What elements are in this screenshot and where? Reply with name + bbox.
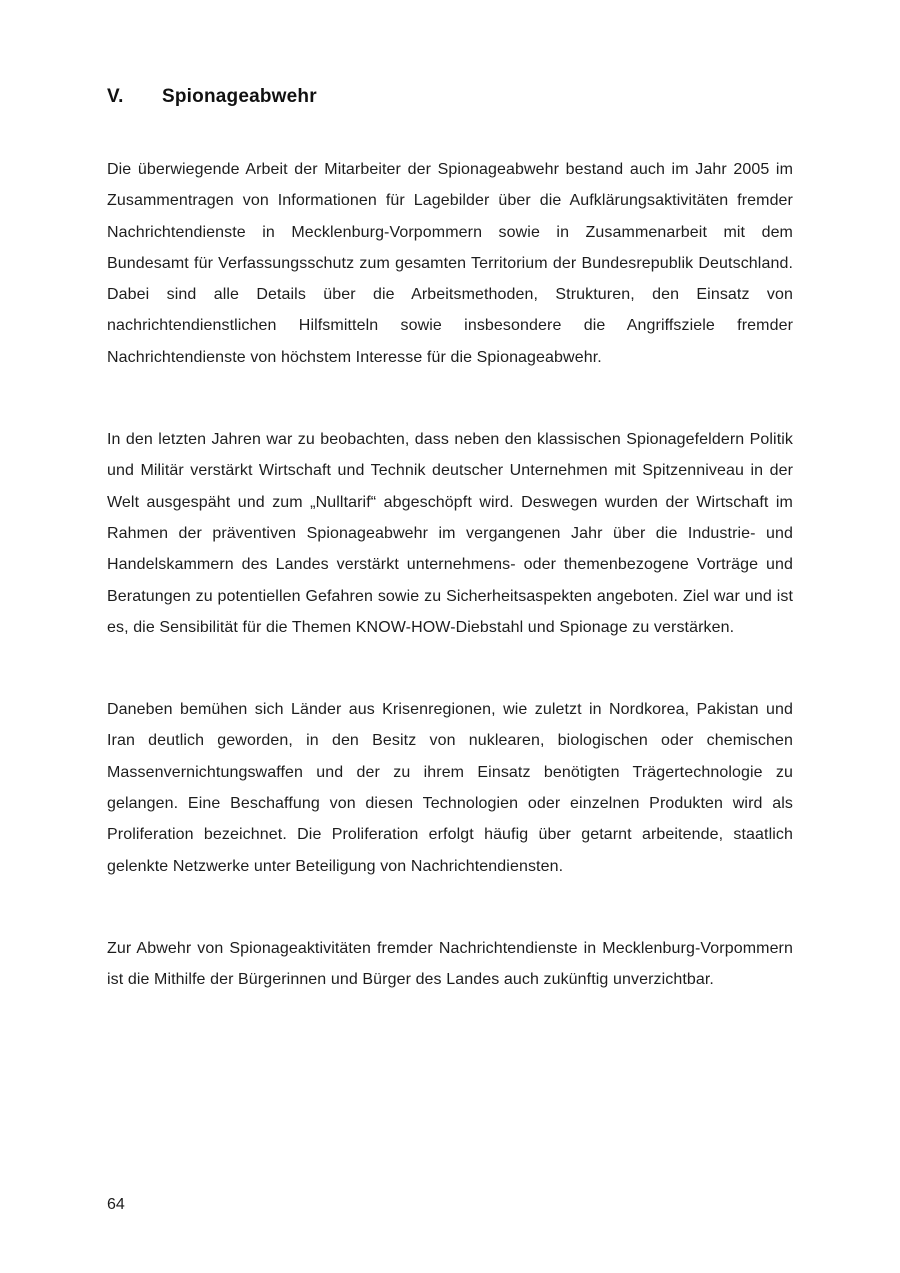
section-heading	[107, 86, 793, 108]
paragraph-2: In den letzten Jahren war zu beobachten, dass neben den klassischen Spionagefeldern Politik und Militär verstärkt Wirtschaft und Technik deutscher Unternehmen mit Spitzenniveau in der Welt ausgespäht und zum „Nulltarif“ abgeschöpft wird. Deswegen wurden der Wirtschaft im Rahmen der präventiven Spionageabwehr im vergangenen Jahr über die Industrie- und Handelskammern des Landes verstärkt unternehmens- oder themenbezogene Vorträge und Beratungen zu potentiellen Gefahren sowie zu Sicherheitsaspekten angeboten. Ziel war und ist es, die Sensibilität für die Themen KNOW-HOW-Diebstahl und Spionage zu verstärken.	[107, 431, 793, 636]
page-content	[107, 86, 793, 996]
body-text	[107, 154, 793, 996]
paragraph-3: Daneben bemühen sich Länder aus Krisenregionen, wie zuletzt in Nordkorea, Pakistan und Iran deutlich geworden, in den Besitz von nuklearen, biologischen oder chemischen Massenvernichtungswaffen und der zu ihrem Einsatz benötigten Trägertechnologie zu gelangen. Eine Beschaffung von diesen Technologien oder einzelnen Produkten wird als Proliferation bezeichnet. Die Proliferation erfolgt häufig über getarnt arbeitende, staatlich gelenkte Netzwerke unter Beteiligung von Nachrichtendiensten.	[107, 701, 793, 875]
paragraph-4: Zur Abwehr von Spionageaktivitäten fremder Nachrichtendienste in Mecklenburg-Vorpommern ist die Mithilfe der Bürgerinnen und Bürger des Landes auch zukünftig unverzichtbar.	[107, 939, 793, 989]
section-title: Spionageabwehr	[162, 86, 317, 107]
paragraph-1: Die überwiegende Arbeit der Mitarbeiter der Spionageabwehr bestand auch im Jahr 2005 im Zusammentragen von Informationen für Lagebilder über die Aufklärungsaktivitäten fremder Nachrichtendienste in Mecklenburg-Vorpommern sowie in Zusammenarbeit mit dem Bundesamt für Verfassungsschutz zum gesamten Territorium der Bundesrepublik Deutschland. Dabei sind alle Details über die Arbeitsmethoden, Strukturen, den Einsatz von nachrichtendienstlichen Hilfsmitteln sowie insbesondere die Angriffsziele fremder Nachrichtendienste von höchstem Interesse für die Spionageabwehr.	[107, 161, 793, 366]
page-number: 64	[107, 1196, 125, 1213]
section-number: V.	[107, 86, 124, 107]
